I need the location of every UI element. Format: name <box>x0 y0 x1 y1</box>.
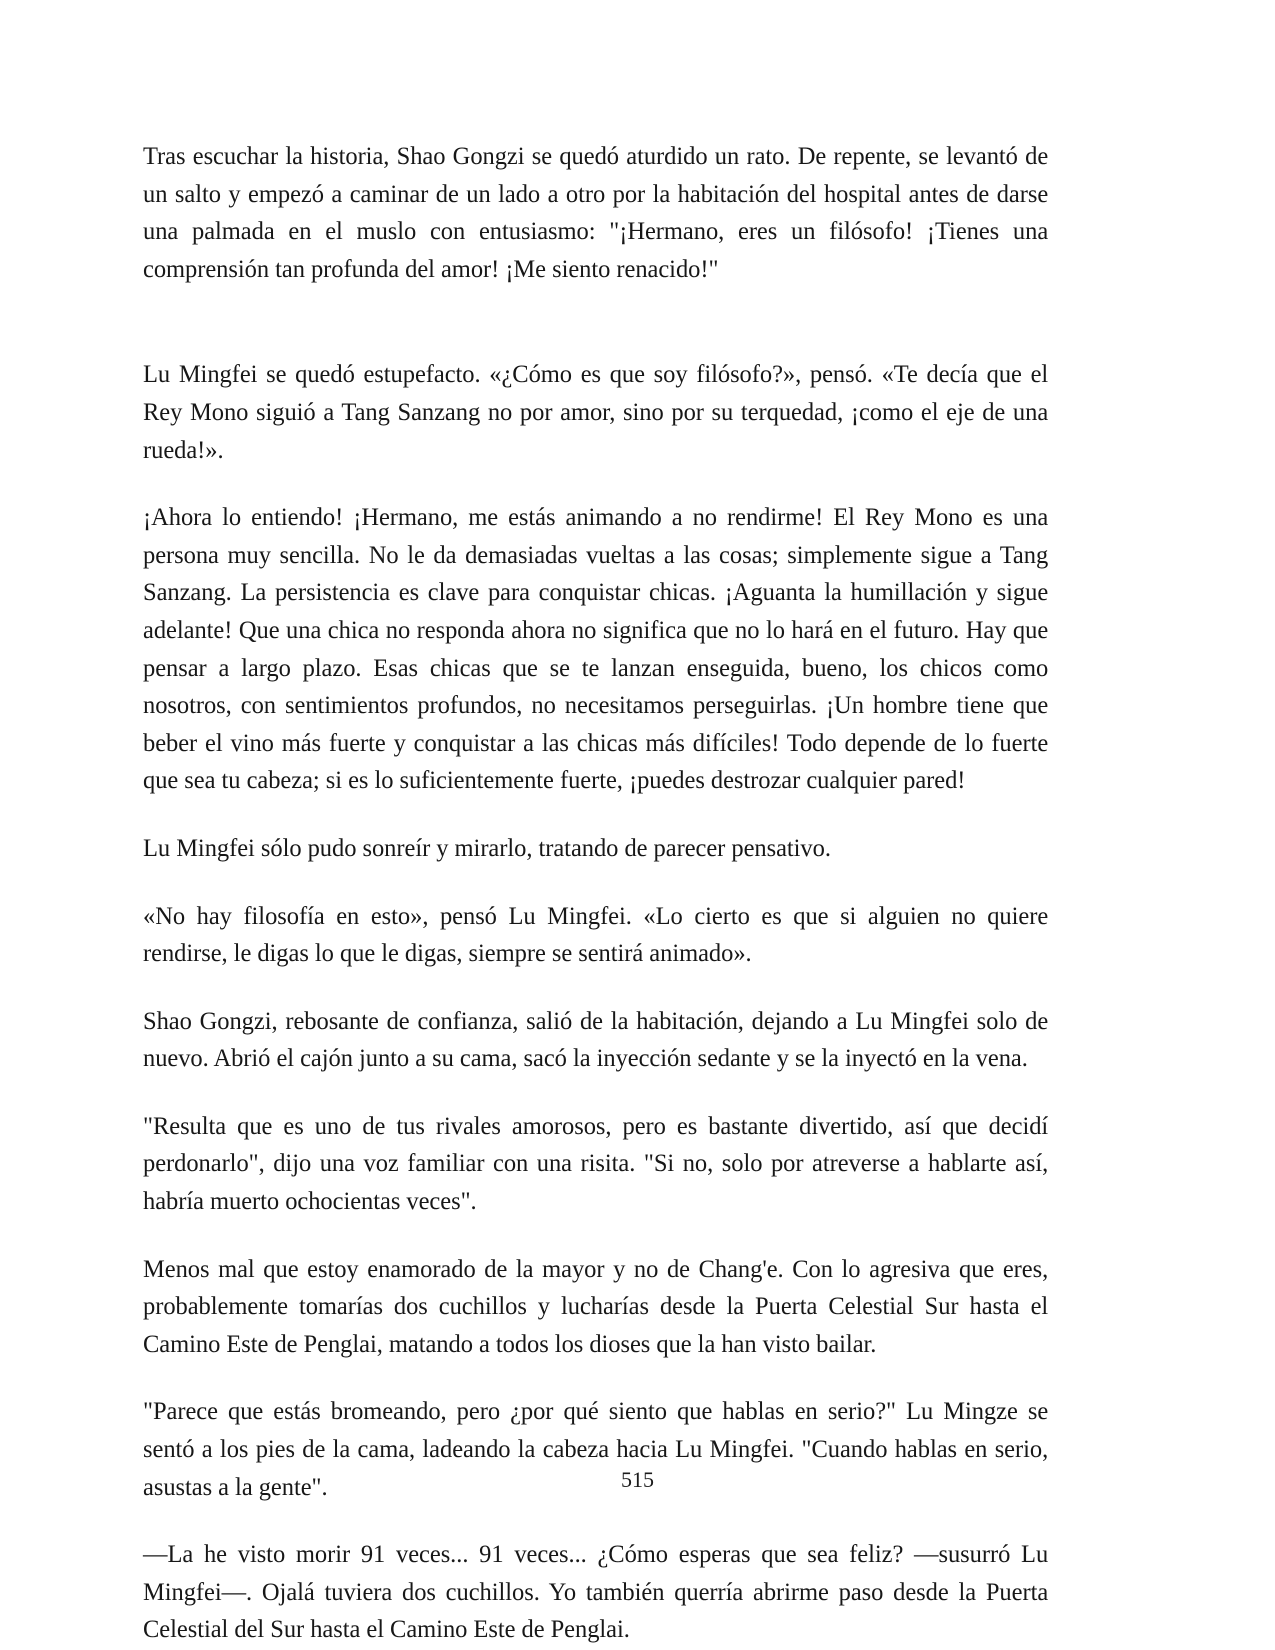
paragraph: Menos mal que estoy enamorado de la mayor y no de Chang'e. Con lo agresiva que eres, probablemente tomarías dos cuchillos y lucharías desde la Puerta Celestial Sur hasta el Camino Este de Penglai, matando a todos los dioses que la han visto bailar. <box>143 1254 1049 1358</box>
page-body-text <box>143 138 1081 1649</box>
paragraph: «No hay filosofía en esto», pensó Lu Mingfei. «Lo cierto es que si alguien no quiere rendirse, le digas lo que le digas, siempre se sentirá animado». <box>143 901 1049 968</box>
paragraph: "Resulta que es uno de tus rivales amorosos, pero es bastante divertido, así que decidí perdonarlo", dijo una voz familiar con una risita. "Si no, solo por atreverse a hablarte así, habría muerto ochocientas veces". <box>143 1111 1049 1216</box>
paragraph: Shao Gongzi, rebosante de confianza, salió de la habitación, dejando a Lu Mingfei solo de nuevo. Abrió el cajón junto a su cama, sacó la inyección sedante y se la inyectó en la vena. <box>143 1006 1049 1073</box>
paragraph: —La he visto morir 91 veces... 91 veces... ¿Cómo esperas que sea feliz? —susurró Lu Mingfei—. Ojalá tuviera dos cuchillos. Yo también querría abrirme paso desde la Puerta Celestial del Sur hasta el Camino Este de Penglai. <box>143 1540 1049 1644</box>
paragraph: Tras escuchar la historia, Shao Gongzi se quedó aturdido un rato. De repente, se levantó de un salto y empezó a caminar de un lado a otro por la habitación del hospital antes de darse una palmada en el muslo con entusiasmo: "¡Hermano, eres un filósofo! ¡Tienes una comprensión tan profunda del amor! ¡Me siento renacido!" <box>143 142 1049 283</box>
paragraph: "Parece que estás bromeando, pero ¿por qué siento que hablas en serio?" Lu Mingze se sentó a los pies de la cama, ladeando la cabeza hacia Lu Mingfei. "Cuando hablas en serio, asustas a la gente". <box>143 1397 1049 1501</box>
paragraph: Lu Mingfei se quedó estupefacto. «¿Cómo es que soy filósofo?», pensó. «Te decía que el Rey Mono siguió a Tang Sanzang no por amor, sino por su terquedad, ¡como el eje de una rueda!». <box>143 360 1049 464</box>
paragraph: Lu Mingfei sólo pudo sonreír y mirarlo, tratando de parecer pensativo. <box>143 833 831 862</box>
paragraph: ¡Ahora lo entiendo! ¡Hermano, me estás animando a no rendirme! El Rey Mono es una persona muy sencilla. No le da demasiadas vueltas a las cosas; simplemente sigue a Tang Sanzang. La persistencia es clave para conquistar chicas. ¡Aguanta la humillación y sigue adelante! Que una chica no responda ahora no significa que no lo hará en el futuro. Hay que pensar a largo plazo. Esas chicas que se te lanzan enseguida, bueno, los chicos como nosotros, con sentimientos profundos, no necesitamos perseguirlas. ¡Un hombre tiene que beber el vino más fuerte y conquistar a las chicas más difíciles! Todo depende de lo fuerte que sea tu cabeza; si es lo suficientemente fuerte, ¡puedes destrozar cualquier pared! <box>143 503 1049 795</box>
page-number: 515 <box>621 1467 654 1492</box>
